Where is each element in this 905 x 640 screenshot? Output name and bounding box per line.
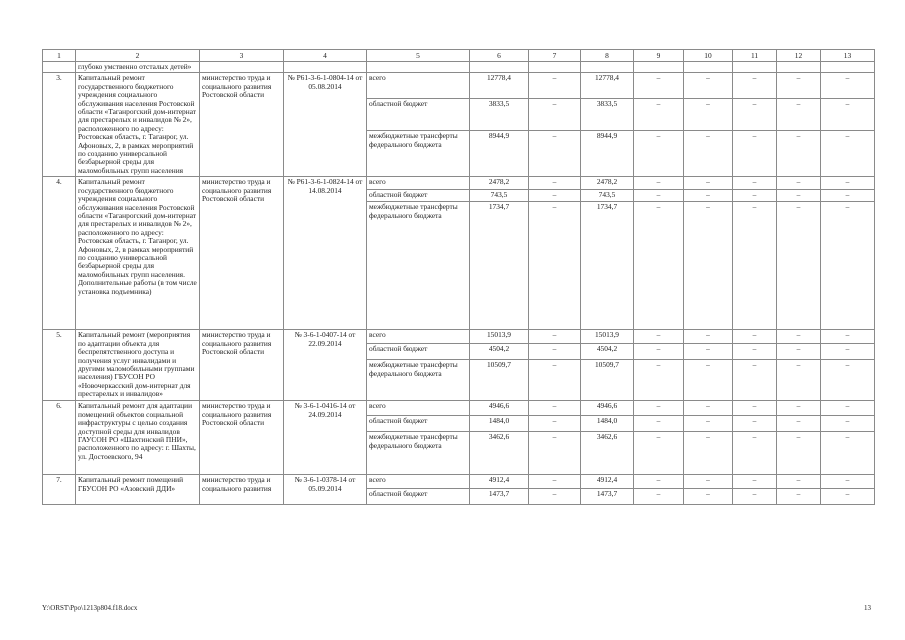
amount-cell-c8: 15013,9 (581, 330, 634, 344)
amount-cell-c13: – (821, 432, 875, 475)
amount-cell-c9: – (634, 344, 684, 360)
amount-cell-c11: – (733, 177, 777, 190)
amount-cell-c10: – (684, 401, 733, 416)
table-row (43, 73, 875, 99)
amount-cell-c13: – (821, 416, 875, 432)
amount-cell-c7: – (529, 344, 581, 360)
amount-cell-c12: – (777, 432, 821, 475)
amount-cell-c8: 1734,7 (581, 202, 634, 330)
row-number: 7. (43, 475, 76, 505)
amount-cell-c13: – (821, 190, 875, 202)
funding-source: межбюджетные трансферты федерального бюджета (367, 131, 470, 177)
funding-source: всего (367, 401, 470, 416)
funding-source: всего (367, 330, 470, 344)
amount-cell-c9: – (634, 131, 684, 177)
amount-cell-c8: 4504,2 (581, 344, 634, 360)
amount-cell-c9: – (634, 202, 684, 330)
amount-cell-c7: – (529, 416, 581, 432)
funding-source: областной бюджет (367, 99, 470, 131)
amount-cell-c8: 1484,0 (581, 416, 634, 432)
amount-cell-c13: – (821, 330, 875, 344)
object-name: Капитальный ремонт государственного бюджетного учреждения социального обслуживания населения Ростовской области «Таганрогский дом-интернат для престарелых и инвалидов № 2», расположенного по адресу: Ростовская область, г. Таганрог, ул. Афоновых, 2, в рамках мероприятий по созданию универсальной безбарьерной среды для маломобильных групп населения. Дополнительные работы (в том числе установка подъемника) (76, 177, 200, 330)
amount-cell-c6: 743,5 (470, 190, 529, 202)
amount-cell-c8: 2478,2 (581, 177, 634, 190)
amount-cell-c11: – (733, 360, 777, 401)
amount-cell-c11: – (733, 99, 777, 131)
header-cell: 11 (733, 50, 777, 62)
amount-cell-c10: – (684, 190, 733, 202)
amount-cell-c11: – (733, 330, 777, 344)
amount-cell-c6: 1734,7 (470, 202, 529, 330)
amount-cell-c12: – (777, 344, 821, 360)
amount-cell-c8: 4946,6 (581, 401, 634, 416)
continued-text: глубоко умственно отсталых детей» (76, 62, 200, 73)
amount-cell-c11: – (733, 475, 777, 489)
funding-source: межбюджетные трансферты федерального бюджета (367, 432, 470, 475)
amount-cell-c12: – (777, 99, 821, 131)
header-cell: 9 (634, 50, 684, 62)
header-cell: 5 (367, 50, 470, 62)
amount-cell-c12: – (777, 177, 821, 190)
amount-cell-c7: – (529, 99, 581, 131)
amount-cell-c8: 3462,6 (581, 432, 634, 475)
amount-cell-c10: – (684, 416, 733, 432)
contract-number: № Р61-3-6-1-0824-14 от 14.08.2014 (284, 177, 367, 330)
amount-cell-c10: – (684, 344, 733, 360)
amount-cell-c9: – (634, 330, 684, 344)
amount-cell-c9: – (634, 190, 684, 202)
funding-source: всего (367, 73, 470, 99)
ministry-name: министерство труда и социального развития (200, 475, 284, 505)
object-name: Капитальный ремонт для адаптации помещений объектов социальной инфраструктуры с целью создания доступной среды для инвалидов ГАУСОН РО «Шахтинский ПНИ», расположенного по адресу: г. Шахты, ул. Достоевского, 94 (76, 401, 200, 475)
amount-cell-c7: – (529, 432, 581, 475)
amount-cell-c13: – (821, 99, 875, 131)
amount-cell-c9: – (634, 432, 684, 475)
amount-cell-c9: – (634, 360, 684, 401)
amount-cell-c11: – (733, 416, 777, 432)
amount-cell-c6: 10509,7 (470, 360, 529, 401)
table-row (43, 177, 875, 190)
header-cell: 8 (581, 50, 634, 62)
amount-cell-c13: – (821, 489, 875, 505)
contract-number: № 3-6-1-0407-14 от 22.09.2014 (284, 330, 367, 401)
amount-cell-c6: 15013,9 (470, 330, 529, 344)
header-cell: 6 (470, 50, 529, 62)
object-name: Капитальный ремонт помещений ГБУСОН РО «Азовский ДДИ» (76, 475, 200, 505)
row-number: 6. (43, 401, 76, 475)
header-cell: 4 (284, 50, 367, 62)
amount-cell-c10: – (684, 475, 733, 489)
amount-cell-c6: 4504,2 (470, 344, 529, 360)
amount-cell-c8: 4912,4 (581, 475, 634, 489)
amount-cell-c10: – (684, 432, 733, 475)
amount-cell-c12: – (777, 489, 821, 505)
object-name: Капитальный ремонт (мероприятия по адаптации объекта для беспрепятственного доступа и получения услуг инвалидами и другими маломобильными группами населения) ГБУСОН РО «Новочеркасский дом-интернат для престарелых и инвалидов» (76, 330, 200, 401)
amount-cell-c9: – (634, 177, 684, 190)
funding-source: областной бюджет (367, 489, 470, 505)
funding-source: всего (367, 475, 470, 489)
amount-cell-c12: – (777, 401, 821, 416)
funding-source: областной бюджет (367, 190, 470, 202)
amount-cell-c13: – (821, 73, 875, 99)
amount-cell-c10: – (684, 202, 733, 330)
amount-cell-c6: 4946,6 (470, 401, 529, 416)
amount-cell-c6: 2478,2 (470, 177, 529, 190)
amount-cell-c11: – (733, 202, 777, 330)
funding-source: областной бюджет (367, 344, 470, 360)
amount-cell-c7: – (529, 489, 581, 505)
amount-cell-c6: 1473,7 (470, 489, 529, 505)
amount-cell-c12: – (777, 330, 821, 344)
ministry-name: министерство труда и социального развития Ростовской области (200, 330, 284, 401)
amount-cell-c10: – (684, 177, 733, 190)
amount-cell-c6: 4912,4 (470, 475, 529, 489)
amount-cell-c12: – (777, 475, 821, 489)
amount-cell-c13: – (821, 202, 875, 330)
amount-cell-c6: 8944,9 (470, 131, 529, 177)
amount-cell-c11: – (733, 73, 777, 99)
amount-cell-c7: – (529, 131, 581, 177)
row-number: 3. (43, 73, 76, 177)
amount-cell-c11: – (733, 344, 777, 360)
amount-cell-c7: – (529, 202, 581, 330)
ministry-name: министерство труда и социального развития Ростовской области (200, 401, 284, 475)
amount-cell-c7: – (529, 475, 581, 489)
amount-cell-c12: – (777, 131, 821, 177)
amount-cell-c10: – (684, 360, 733, 401)
contract-number: № 3-6-1-0378-14 от 05.09.2014 (284, 475, 367, 505)
amount-cell-c9: – (634, 475, 684, 489)
row-number: 4. (43, 177, 76, 330)
header-row (43, 50, 875, 62)
amount-cell-c12: – (777, 202, 821, 330)
contract-number: № Р61-3-6-1-0804-14 от 05.08.2014 (284, 73, 367, 177)
amount-cell-c10: – (684, 99, 733, 131)
table-row (43, 401, 875, 416)
amount-cell-c10: – (684, 489, 733, 505)
amount-cell-c6: 12778,4 (470, 73, 529, 99)
amount-cell-c7: – (529, 360, 581, 401)
amount-cell-c7: – (529, 330, 581, 344)
amount-cell-c12: – (777, 190, 821, 202)
amount-cell-c9: – (634, 489, 684, 505)
amount-cell-c6: 1484,0 (470, 416, 529, 432)
amount-cell-c13: – (821, 360, 875, 401)
funding-source: межбюджетные трансферты федерального бюджета (367, 202, 470, 330)
funding-source: всего (367, 177, 470, 190)
amount-cell-c13: – (821, 177, 875, 190)
amount-cell-c6: 3833,5 (470, 99, 529, 131)
amount-cell-c10: – (684, 131, 733, 177)
amount-cell-c11: – (733, 432, 777, 475)
amount-cell-c8: 3833,5 (581, 99, 634, 131)
object-name: Капитальный ремонт государственного бюджетного учреждения социального обслуживания населения Ростовской области «Таганрогский дом-интернат для престарелых и инвалидов № 2», расположенного по адресу: Ростовская область, г. Таганрог, ул. Афоновых, 2, в рамках мероприятий по созданию универсальной безбарьерной среды для маломобильных групп населения (76, 73, 200, 177)
amount-cell-c12: – (777, 416, 821, 432)
ministry-name: министерство труда и социального развития Ростовской области (200, 73, 284, 177)
ministry-name: министерство труда и социального развития Ростовской области (200, 177, 284, 330)
header-cell: 13 (821, 50, 875, 62)
footer-file-path: Y:\ORST\Ppo\1213p804.f18.docx (42, 604, 138, 612)
amount-cell-c8: 743,5 (581, 190, 634, 202)
amount-cell-c7: – (529, 190, 581, 202)
contract-number: № 3-6-1-0416-14 от 24.09.2014 (284, 401, 367, 475)
table-row (43, 330, 875, 344)
row-number: 5. (43, 330, 76, 401)
amount-cell-c13: – (821, 475, 875, 489)
amount-cell-c9: – (634, 99, 684, 131)
amount-cell-c11: – (733, 190, 777, 202)
amount-cell-c8: 12778,4 (581, 73, 634, 99)
funding-source: межбюджетные трансферты федерального бюджета (367, 360, 470, 401)
amount-cell-c12: – (777, 360, 821, 401)
amount-cell-c13: – (821, 344, 875, 360)
amount-cell-c13: – (821, 401, 875, 416)
amount-cell-c11: – (733, 401, 777, 416)
amount-cell-c8: 1473,7 (581, 489, 634, 505)
amount-cell-c10: – (684, 73, 733, 99)
header-cell: 2 (76, 50, 200, 62)
amount-cell-c8: 8944,9 (581, 131, 634, 177)
amount-cell-c7: – (529, 401, 581, 416)
amount-cell-c7: – (529, 73, 581, 99)
header-cell: 3 (200, 50, 284, 62)
amount-cell-c13: – (821, 131, 875, 177)
continued-row (43, 62, 875, 73)
header-cell: 7 (529, 50, 581, 62)
amount-cell-c8: 10509,7 (581, 360, 634, 401)
amount-cell-c9: – (634, 73, 684, 99)
amount-cell-c12: – (777, 73, 821, 99)
header-cell: 12 (777, 50, 821, 62)
amount-cell-c10: – (684, 330, 733, 344)
amount-cell-c6: 3462,6 (470, 432, 529, 475)
amount-cell-c11: – (733, 489, 777, 505)
header-cell: 1 (43, 50, 76, 62)
table-row (43, 475, 875, 489)
funding-source: областной бюджет (367, 416, 470, 432)
amount-cell-c9: – (634, 416, 684, 432)
page-number: 13 (864, 604, 871, 612)
amount-cell-c7: – (529, 177, 581, 190)
header-cell: 10 (684, 50, 733, 62)
budget-table (42, 49, 875, 505)
amount-cell-c9: – (634, 401, 684, 416)
amount-cell-c11: – (733, 131, 777, 177)
